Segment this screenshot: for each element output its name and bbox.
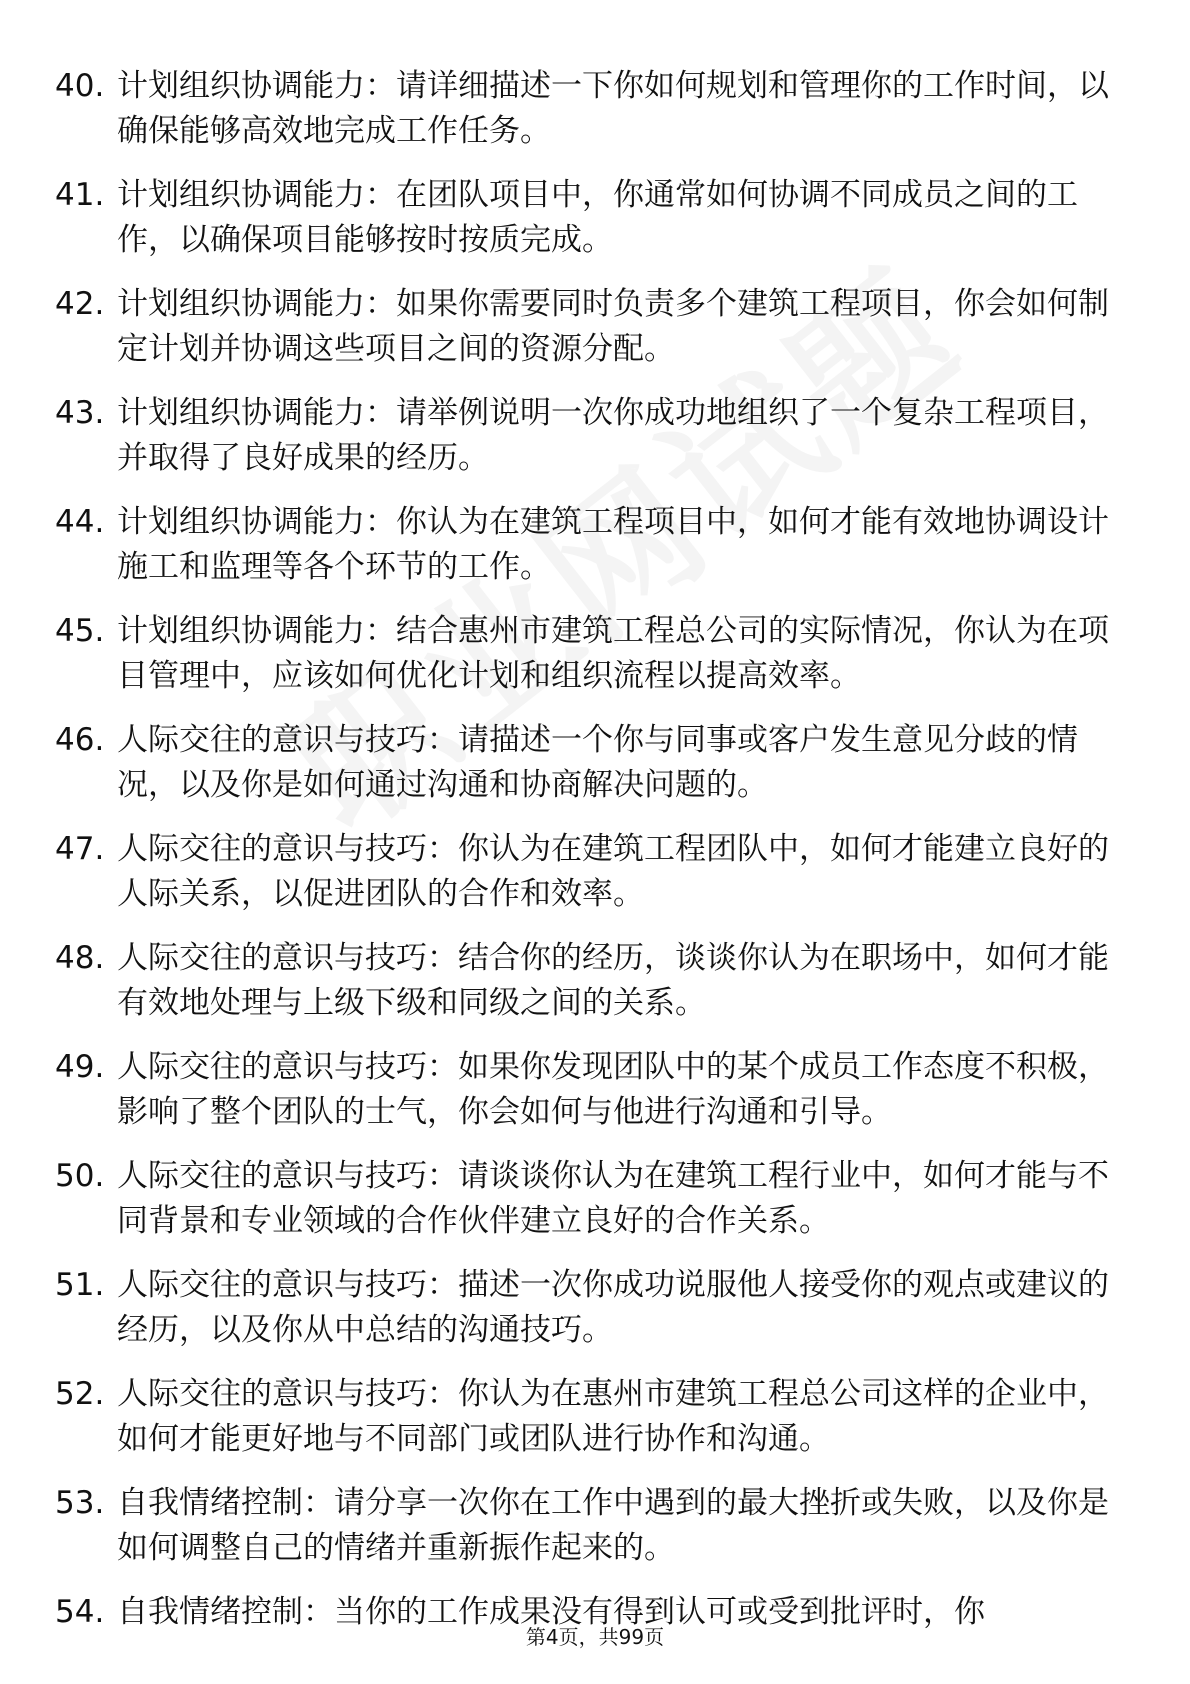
question-number: 46. [55,722,105,758]
list-item [55,1372,1115,1462]
list-item [55,173,1115,263]
question-text: 计划组织协调能力：结合惠州市建筑工程总公司的实际情况，你认为在项目管理中，应该如何优化计划和组织流程以提高效率。 [117,613,1109,694]
question-text: 计划组织协调能力：请举例说明一次你成功地组织了一个复杂工程项目，并取得了良好成果的经历。 [117,395,1109,476]
list-item [55,282,1115,372]
list-item [55,64,1115,154]
question-number: 49. [55,1049,105,1085]
question-number: 45. [55,613,105,649]
question-text: 人际交往的意识与技巧：你认为在建筑工程团队中，如何才能建立良好的人际关系，以促进团队的合作和效率。 [117,831,1109,912]
question-number: 47. [55,831,105,867]
question-number: 51. [55,1267,105,1303]
list-item [55,1045,1115,1135]
question-text: 人际交往的意识与技巧：如果你发现团队中的某个成员工作态度不积极，影响了整个团队的士气，你会如何与他进行沟通和引导。 [117,1049,1109,1130]
question-number: 54. [55,1594,105,1630]
list-item [55,1263,1115,1353]
list-item [55,500,1115,590]
question-number: 41. [55,177,105,213]
list-item [55,718,1115,808]
question-text: 计划组织协调能力：你认为在建筑工程项目中，如何才能有效地协调设计施工和监理等各个环节的工作。 [117,504,1109,585]
list-item [55,1154,1115,1244]
question-number: 44. [55,504,105,540]
question-number: 52. [55,1376,105,1412]
list-item [55,1481,1115,1571]
question-text: 自我情绪控制：请分享一次你在工作中遇到的最大挫折或失败，以及你是如何调整自己的情绪并重新振作起来的。 [117,1485,1109,1566]
question-number: 42. [55,286,105,322]
list-item [55,827,1115,917]
question-number: 43. [55,395,105,431]
question-text: 自我情绪控制：当你的工作成果没有得到认可或受到批评时，你 [117,1594,985,1630]
question-number: 48. [55,940,105,976]
question-number: 50. [55,1158,105,1194]
list-item [55,391,1115,481]
question-number: 53. [55,1485,105,1521]
question-text: 计划组织协调能力：在团队项目中，你通常如何协调不同成员之间的工作，以确保项目能够按时按质完成。 [117,177,1078,258]
page-footer: 第4页，共99页 [525,1625,665,1649]
question-text: 计划组织协调能力：请详细描述一下你如何规划和管理你的工作时间，以确保能够高效地完成工作任务。 [117,68,1109,149]
question-text: 人际交往的意识与技巧：请描述一个你与同事或客户发生意见分歧的情况，以及你是如何通过沟通和协商解决问题的。 [117,722,1078,803]
question-text: 人际交往的意识与技巧：你认为在惠州市建筑工程总公司这样的企业中，如何才能更好地与不同部门或团队进行协作和沟通。 [117,1376,1109,1457]
question-text: 人际交往的意识与技巧：描述一次你成功说服他人接受你的观点或建议的经历，以及你从中总结的沟通技巧。 [117,1267,1109,1348]
question-text: 人际交往的意识与技巧：请谈谈你认为在建筑工程行业中，如何才能与不同背景和专业领域的合作伙伴建立良好的合作关系。 [117,1158,1109,1239]
question-number: 40. [55,68,105,104]
list-item [55,609,1115,699]
list-item [55,936,1115,1026]
question-text: 人际交往的意识与技巧：结合你的经历，谈谈你认为在职场中，如何才能有效地处理与上级下级和同级之间的关系。 [117,940,1109,1021]
question-list [55,64,1115,1654]
question-text: 计划组织协调能力：如果你需要同时负责多个建筑工程项目，你会如何制定计划并协调这些项目之间的资源分配。 [117,286,1109,367]
